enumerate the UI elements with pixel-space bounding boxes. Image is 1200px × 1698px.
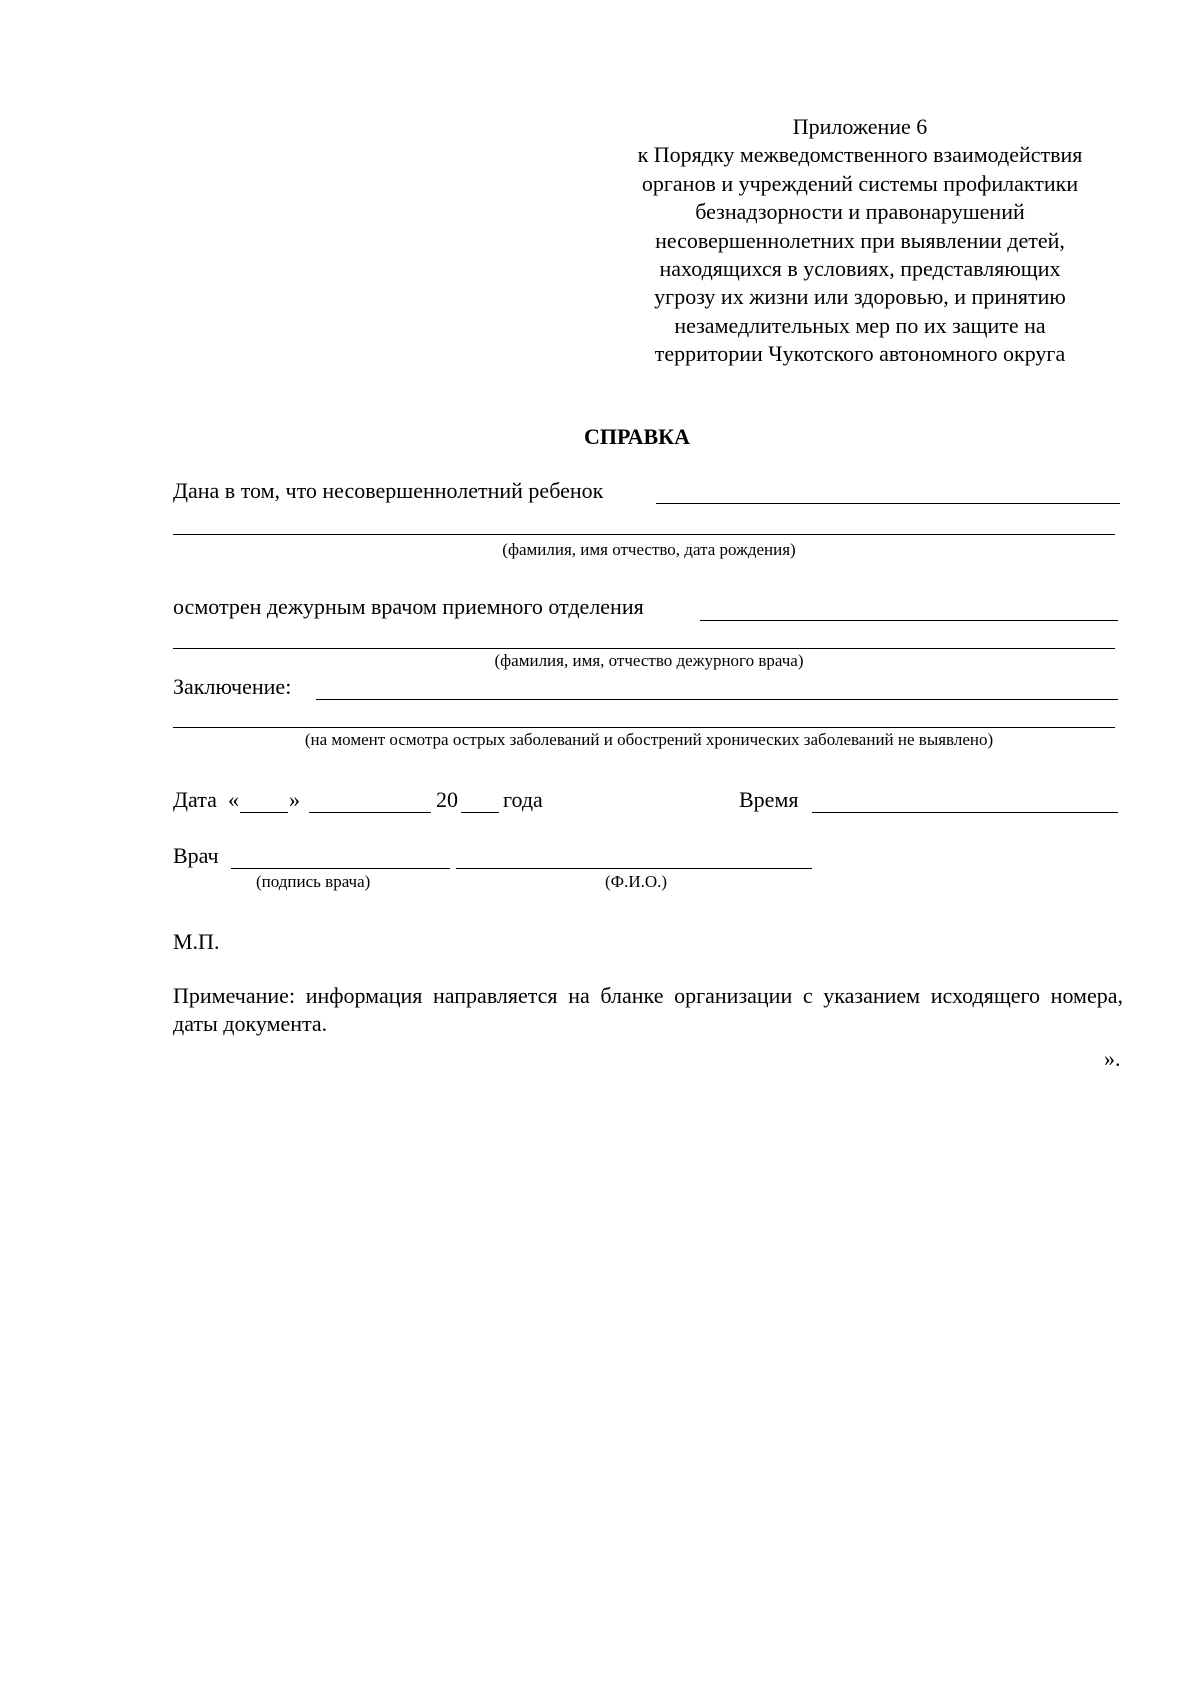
appendix-line: территории Чукотского автономного округа bbox=[654, 341, 1066, 367]
appendix-line: незамедлительных мер по их защите на bbox=[674, 312, 1046, 338]
date-suffix: года bbox=[503, 787, 543, 812]
doctor-field-line-2[interactable] bbox=[173, 648, 1115, 649]
child-caption: (фамилия, имя отчество, дата рождения) bbox=[502, 540, 796, 559]
conclusion-field-line-2[interactable] bbox=[173, 727, 1115, 728]
child-field-line-1[interactable] bbox=[656, 503, 1120, 504]
conclusion-caption: (на момент осмотра острых заболеваний и обострений хронических заболеваний не выявлено) bbox=[304, 730, 994, 749]
appendix-line: органов и учреждений системы профилактики bbox=[641, 170, 1079, 196]
signature-label: Врач bbox=[173, 843, 219, 868]
date-label: Дата bbox=[173, 787, 217, 812]
appendix-line: угрозу их жизни или здоровью, и принятию bbox=[654, 284, 1066, 310]
doctor-field-line-1[interactable] bbox=[700, 620, 1118, 621]
doctor-caption: (фамилия, имя, отчество дежурного врача) bbox=[494, 651, 804, 670]
stamp-placeholder: М.П. bbox=[173, 929, 220, 954]
note-text: Примечание: информация направляется на бланке организации с указанием исходящего номера, даты документа. bbox=[173, 983, 1123, 1036]
time-field[interactable] bbox=[812, 812, 1118, 813]
document-title: СПРАВКА bbox=[583, 424, 691, 449]
date-year-field[interactable] bbox=[461, 812, 499, 813]
signature-field[interactable] bbox=[231, 868, 450, 869]
appendix-line: находящихся в условиях, представляющих bbox=[659, 256, 1061, 282]
time-label: Время bbox=[739, 787, 799, 812]
date-close-quote: » bbox=[289, 787, 300, 812]
closing-quote: ». bbox=[1104, 1046, 1121, 1071]
appendix-line: безнадзорности и правонарушений bbox=[695, 199, 1025, 225]
appendix-line: к Порядку межведомственного взаимодействия bbox=[637, 142, 1083, 168]
conclusion-label: Заключение: bbox=[173, 674, 292, 699]
appendix-line: несовершеннолетних при выявлении детей, bbox=[655, 227, 1065, 253]
date-day-field[interactable] bbox=[240, 812, 288, 813]
conclusion-field-line-1[interactable] bbox=[316, 699, 1118, 700]
appendix-line: Приложение 6 bbox=[792, 114, 928, 139]
date-month-field[interactable] bbox=[309, 812, 431, 813]
doctor-name-field[interactable] bbox=[456, 868, 812, 869]
date-century: 20 bbox=[436, 787, 458, 812]
child-label: Дана в том, что несовершеннолетний ребенок bbox=[173, 478, 604, 503]
doctor-name-caption: (Ф.И.О.) bbox=[605, 872, 668, 891]
appendix-header bbox=[600, 113, 1120, 369]
doctor-exam-label: осмотрен дежурным врачом приемного отделения bbox=[173, 594, 644, 619]
date-open-quote: « bbox=[228, 787, 239, 812]
child-field-line-2[interactable] bbox=[173, 534, 1115, 535]
signature-caption: (подпись врача) bbox=[256, 872, 371, 891]
